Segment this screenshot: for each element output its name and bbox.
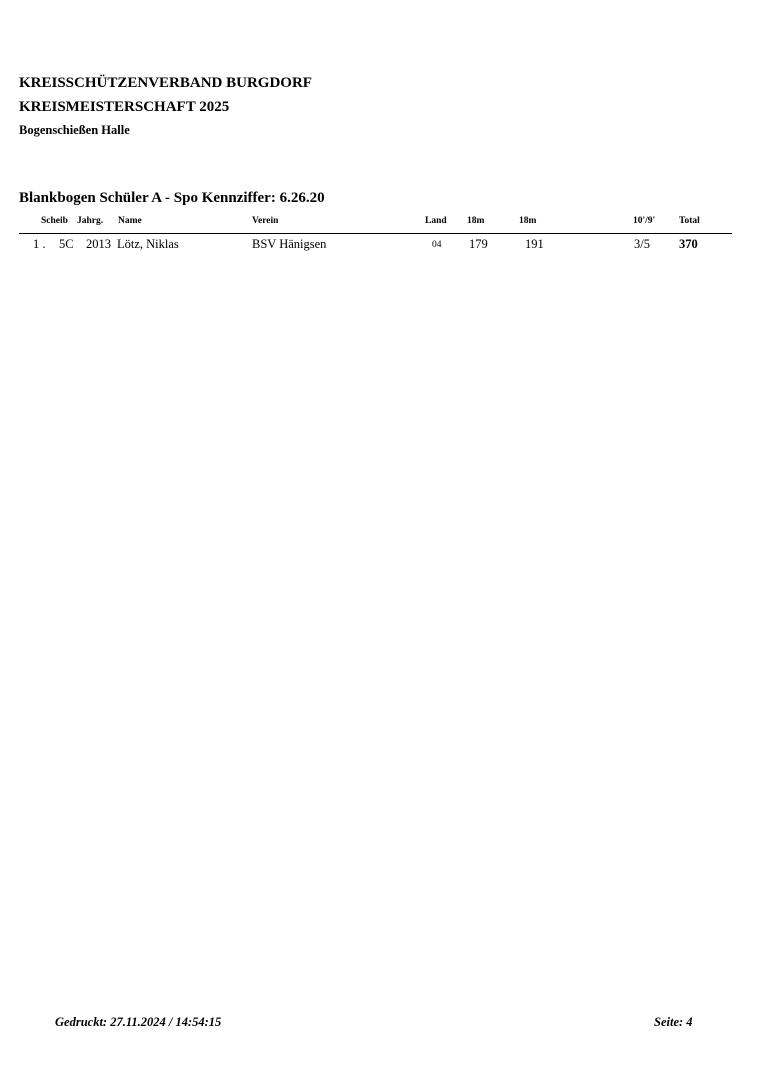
discipline-subtitle: Bogenschießen Halle: [19, 123, 130, 137]
column-header-land: Land: [425, 216, 447, 226]
organization-title: KREISSCHÜTZENVERBAND BURGDORF: [19, 75, 312, 91]
column-header-round2: 18m: [519, 216, 537, 226]
round1-cell: 179: [469, 237, 488, 251]
round2-cell: 191: [525, 237, 544, 251]
column-header-total: Total: [679, 216, 700, 226]
verein-cell: BSV Hänigsen: [252, 237, 327, 251]
column-header-jahrgang: Jahrg.: [77, 216, 104, 226]
scheibe-cell: 5C: [59, 237, 74, 251]
page-number: Seite: 4: [654, 1015, 693, 1029]
rank-cell: 1 .: [33, 237, 46, 251]
name-cell: Lötz, Niklas: [117, 237, 179, 251]
event-title: KREISMEISTERSCHAFT 2025: [19, 99, 230, 115]
column-header-round1: 18m: [467, 216, 485, 226]
printed-timestamp: Gedruckt: 27.11.2024 / 14:54:15: [55, 1015, 222, 1029]
category-title: Blankbogen Schüler A - Spo Kennziffer: 6.26.20: [19, 190, 325, 206]
column-header-tens-nines: 10'/9': [633, 216, 656, 226]
land-cell: 04: [432, 240, 442, 250]
header-divider: [19, 233, 732, 234]
column-header-name: Name: [118, 216, 142, 226]
total-cell: 370: [679, 237, 698, 251]
column-header-verein: Verein: [252, 216, 279, 226]
column-header-scheibe: Scheib: [41, 216, 68, 226]
tens-nines-cell: 3/5: [634, 237, 650, 251]
jahrgang-cell: 2013: [86, 237, 111, 251]
